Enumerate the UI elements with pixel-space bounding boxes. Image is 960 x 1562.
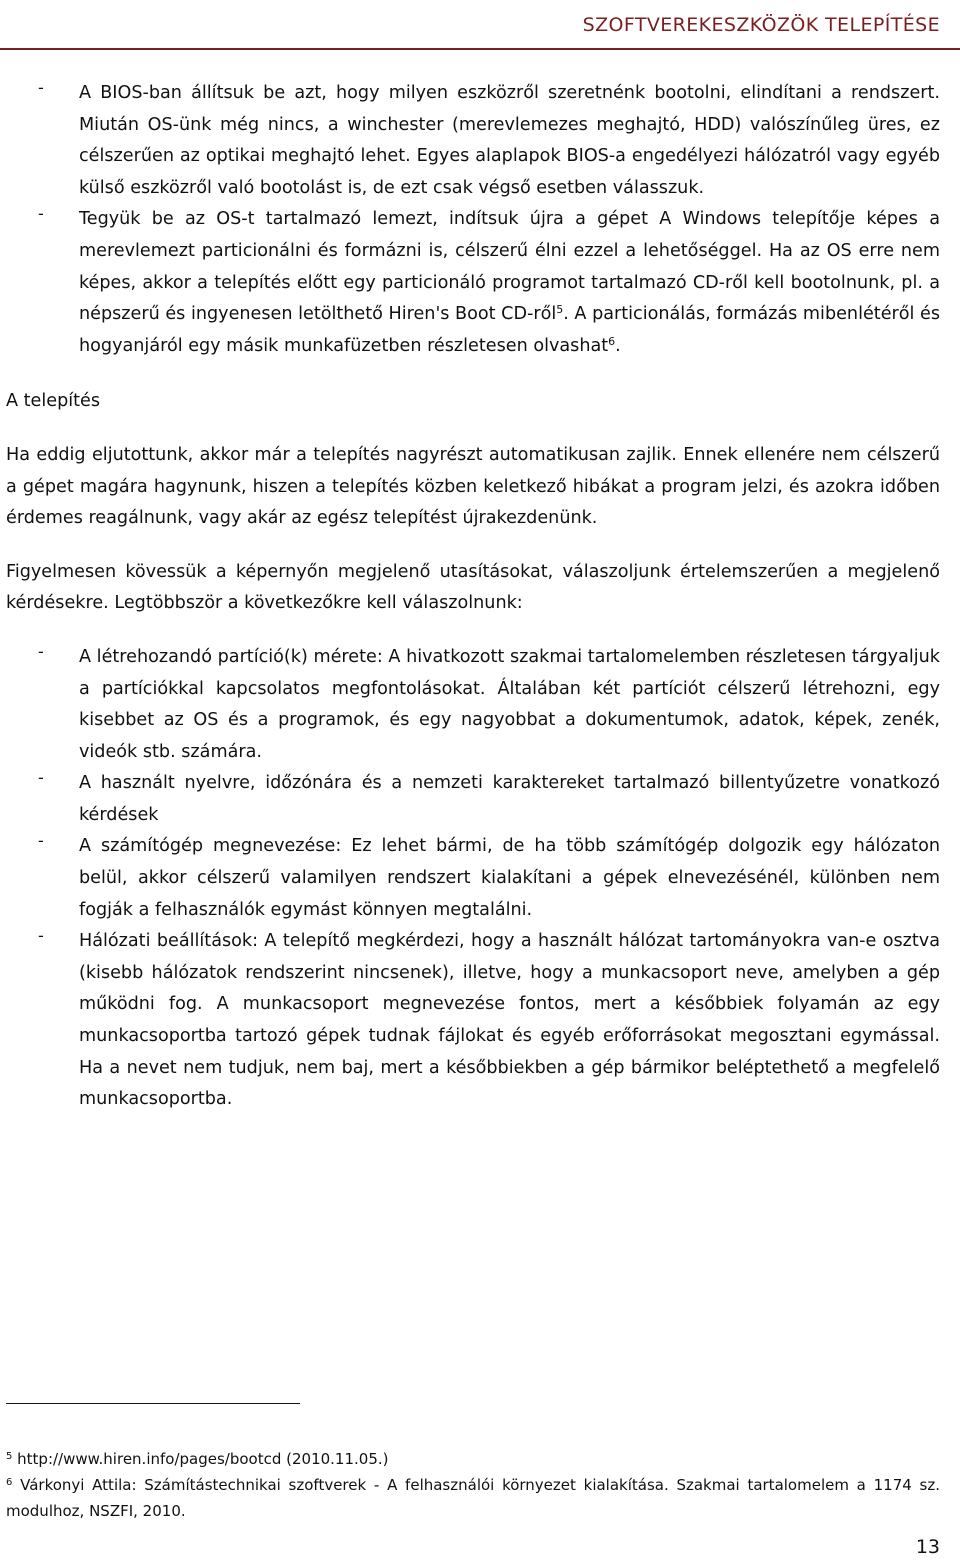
list-item bbox=[6, 831, 940, 926]
list-item bbox=[6, 78, 940, 204]
header-rule bbox=[0, 48, 960, 50]
footnote-text: Várkonyi Attila: Számítástechnikai szoftverek - A felhasználói környezet kialakítása. Szakmai tartalomelem a 1174 sz. modulhoz, NSZFI, 2010. bbox=[6, 1476, 940, 1520]
list-item bbox=[6, 642, 940, 768]
list-dash: - bbox=[38, 204, 44, 224]
list-item bbox=[6, 926, 940, 1116]
list-item-text-part: Tegyük be az OS-t tartalmazó lemezt, indítsuk újra a gépet A Windows telepítője képes a merevlemezt particionálni és formázni is, célszerű élni ezzel a lehetőséggel. Ha az OS erre nem képes, akkor a telepítés előtt egy particionáló programot tartalmazó CD-ről kell bootolnunk, pl. a népszerű és ingyenesen letölthető Hiren's Boot CD-ről bbox=[79, 209, 940, 325]
footnote-number: 5 bbox=[6, 1451, 13, 1462]
footnote-number: 6 bbox=[6, 1477, 13, 1488]
list-dash: - bbox=[38, 768, 44, 788]
list-item-text-part: . A particionálás, formázás mibenlétéről és hogyanjáról egy másik munkafüzetben részletesen olvashat bbox=[79, 304, 940, 356]
list-item-text bbox=[79, 204, 940, 362]
footnote-ref-5[interactable]: 5 bbox=[556, 303, 564, 317]
page-body bbox=[6, 78, 940, 1116]
list-item-text: A BIOS-ban állítsuk be azt, hogy milyen eszközről szeretnénk bootolni, elindítani a rendszert. Miután OS-ünk még nincs, a winchester (merevlemezes meghajtó, HDD) valószínűleg üres, ez célszerűen az optikai meghajtó lehet. Egyes alaplapok BIOS-a engedélyezi hálózatról vagy egyéb külső eszközről való bootolást is, de ezt csak végső esetben válasszuk. bbox=[79, 83, 940, 198]
list-item-text: A létrehozandó partíció(k) mérete: A hivatkozott szakmai tartalomelemben részletesen tárgyaljuk a partíciókkal kapcsolatos megfontolásokat. Általában két partíciót célszerű létrehozni, egy kisebbet az OS és a programok, és egy nagyobbat a dokumentumok, adatok, képek, zenék, videók stb. számára. bbox=[79, 646, 940, 762]
paragraph: Ha eddig eljutottunk, akkor már a telepítés nagyrészt automatikusan zajlik. Ennek ellenére nem célszerű a gépet magára hagynunk, hiszen a telepítés közben keletkező hibákat a program jelzi, és azokra időben érdemes reagálnunk, vagy akár az egész telepítést újrakezdenünk. bbox=[6, 444, 940, 529]
list-dash: - bbox=[38, 78, 44, 97]
list-item-text-part: . bbox=[615, 335, 621, 356]
list-item-text: A használt nyelvre, időzónára és a nemzeti karaktereket tartalmazó billentyűzetre vonatkozó kérdések bbox=[79, 773, 940, 825]
list-dash: - bbox=[38, 831, 44, 851]
footnote bbox=[6, 1472, 940, 1524]
footnotes bbox=[6, 1446, 940, 1524]
footnote bbox=[6, 1446, 940, 1472]
footnote-ref-6[interactable]: 6 bbox=[608, 334, 616, 348]
footnote-text[interactable]: http://www.hiren.info/pages/bootcd (2010.11.05.) bbox=[17, 1450, 389, 1468]
footnote-separator bbox=[6, 1403, 300, 1404]
page-number: 13 bbox=[915, 1536, 940, 1558]
list-item bbox=[6, 204, 940, 362]
running-header: SZOFTVEREKESZKÖZÖK TELEPÍTÉSE bbox=[582, 14, 940, 36]
list-dash: - bbox=[38, 926, 44, 946]
paragraph: Figyelmesen kövessük a képernyőn megjelenő utasításokat, válaszoljunk értelemszerűen a megjelenő kérdésekre. Legtöbbször a következőkre kell válaszolnunk: bbox=[6, 561, 940, 614]
section-heading: A telepítés bbox=[6, 391, 101, 412]
list-dash: - bbox=[38, 641, 44, 661]
list-item-text: Hálózati beállítások: A telepítő megkérdezi, hogy a használt hálózat tartományokra van-e osztva (kisebb hálózatok rendszerint nincsenek), illetve, hogy a munkacsoport neve, amelyben a gép működni fog. A munkacsoport megnevezése fontos, mert a későbbiek folyamán az egy munkacsoportba tartozó gépek tudnak fájlokat és egyéb erőforrásokat megosztani egymással. Ha a nevet nem tudjuk, nem baj, mert a későbbiekben a gép bármikor beléptethető a megfelelő munkacsoportba. bbox=[79, 931, 940, 1110]
list-item-text: A számítógép megnevezése: Ez lehet bármi, de ha több számítógép dolgozik egy hálózaton belül, akkor célszerű valamilyen rendszert kialakítani a gépek elnevezésénél, különben nem fogják a felhasználók egymást könnyen megtalálni. bbox=[79, 836, 940, 920]
list-item bbox=[6, 768, 940, 831]
